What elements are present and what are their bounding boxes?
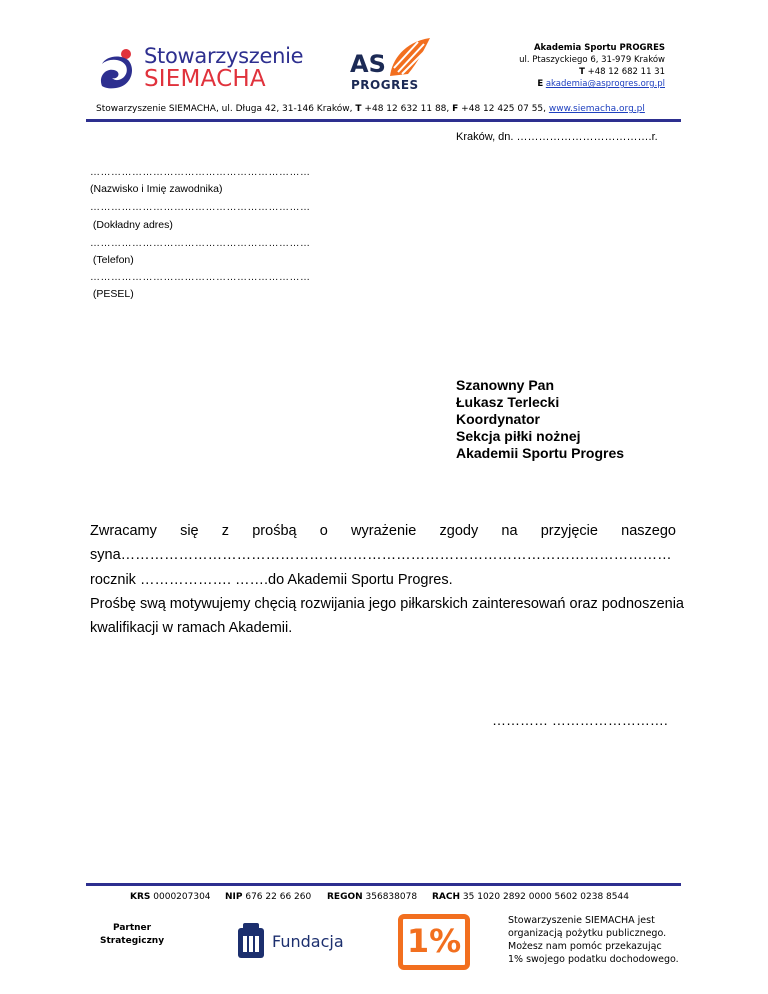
assoc-phone-label: T [355,104,362,114]
rach-value: 35 1020 2892 0000 5602 0238 8544 [462,892,629,902]
word: prośbą [252,523,297,539]
word: o [319,523,328,539]
footer-krs [130,892,211,902]
footer-nip [225,892,311,902]
academy-address: ul. Ptaszyckiego 6, 31-979 Kraków [519,55,665,65]
date-line: Kraków, dn. ……………………………….r. [456,131,658,143]
siemacha-logo [96,44,304,92]
siemacha-logo-line2: SIEMACHA [144,66,266,92]
footer-rach [432,892,629,902]
opp-line1: Stowarzyszenie SIEMACHA jest [508,915,655,926]
phone-dotted-line: ……………………………………………………… [90,238,311,249]
siemacha-logo-line1: Stowarzyszenie [144,44,304,68]
phone-field-label: (Telefon) [90,254,134,266]
assoc-fax-label: F [452,104,459,114]
academy-email-link[interactable]: akademia@asprogres.org.pl [545,79,665,89]
assoc-phone: +48 12 632 11 88, [364,104,450,114]
letter-line-son: syna…………………………………………………………………………………………………… [90,547,672,563]
pesel-field-label: (PESEL) [90,288,134,300]
regon-value: 356838078 [365,892,418,902]
academy-contact [519,42,665,90]
word: zgody [439,523,479,539]
addressee-salutation: Szanowny Pan [456,377,555,393]
academy-phone: +48 12 682 11 31 [587,67,665,77]
word: Zwracamy [90,523,157,539]
academy-phone-label: T [579,67,585,77]
word: z [221,523,230,539]
address-dotted-line: ……………………………………………………… [90,202,311,213]
one-percent-badge: 1% [398,914,470,970]
addressee-role: Koordynator [456,411,540,427]
addressee-name: Łukasz Terlecki [456,394,560,410]
pesel-dotted-line: ……………………………………………………… [90,272,311,283]
assoc-website-link[interactable]: www.siemacha.org.pl [548,104,645,114]
word: na [501,523,518,539]
addressee-academy: Akademii Sportu Progres [456,445,625,461]
krs-label: KRS [130,892,151,902]
footer-divider [86,883,681,886]
signature-line: ………… ……………………. [492,712,668,728]
opp-line4: 1% swojego podatku dochodowego. [508,954,679,965]
as-progres-logo-line1: AS [350,50,386,78]
krs-value: 0000207304 [153,892,211,902]
partner-label [100,922,164,948]
name-dotted-line: ……………………………………………………… [90,167,311,178]
addressee-block [456,377,624,462]
assoc-fax: +48 12 425 07 55, [461,104,547,114]
partner-line1: Partner [112,923,152,933]
word: naszego [621,523,676,539]
word: wyrażenie [351,523,417,539]
addressee-section: Sekcja piłki nożnej [456,428,581,444]
word: się [180,523,199,539]
letter-line-1 [90,519,676,544]
partner-line2: Strategiczny [100,936,165,946]
letter-line-birthyear: rocznik ………………. …….do Akademii Sportu Progres. [90,572,453,588]
pko-bank-icon [234,920,268,962]
pko-fundacja-logo [234,920,344,962]
letter-line-motivation: Prośbę swą motywujemy chęcią rozwijania jego piłkarskich zainteresowań oraz podnoszenia [90,596,684,612]
opp-line3: Możesz nam pomóc przekazując [508,941,662,952]
header-divider [86,119,681,122]
as-progres-logo [348,36,438,96]
academy-email-label: E [537,79,544,89]
shell-icon [384,36,436,80]
rach-label: RACH [432,892,461,902]
regon-label: REGON [327,892,363,902]
opp-line2: organizacją pożytku publicznego. [508,928,667,939]
assoc-address: Stowarzyszenie SIEMACHA, ul. Długa 42, 31-146 Kraków, [96,104,353,114]
association-contact-line [96,104,645,114]
siemacha-logo-mark-icon [96,46,140,90]
letter-line-closing: kwalifikacji w ramach Akademii. [90,620,293,636]
academy-name: Akademia Sportu PROGRES [533,43,665,53]
name-field-label: (Nazwisko i Imię zawodnika) [90,183,223,195]
word: przyjęcie [540,523,598,539]
nip-label: NIP [225,892,243,902]
nip-value: 676 22 66 260 [245,892,312,902]
opp-info [508,914,679,966]
footer-regon [327,892,417,902]
as-progres-logo-line2: PROGRES [351,78,419,92]
fundacja-text: Fundacja [272,932,344,951]
address-field-label: (Dokładny adres) [90,219,173,231]
